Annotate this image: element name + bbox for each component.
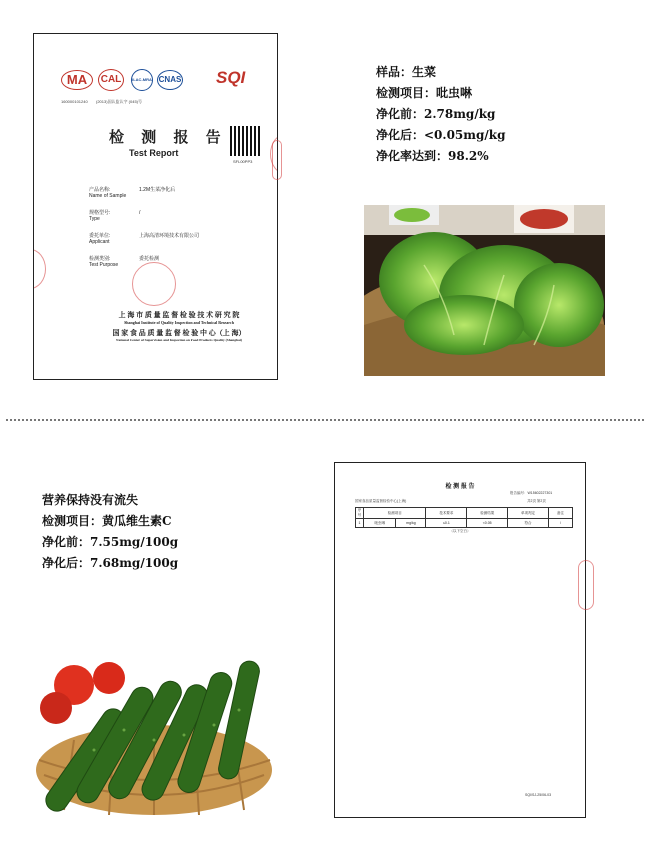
nutrition-test-item: 检测项目：黄瓜维生素C <box>42 514 172 528</box>
table-row: 1 吡虫啉 mg/kg ≤0.1 <0.05 符合 / <box>356 519 573 528</box>
institute-name-en-1: Shanghai Institute of Quality Inspection and Technical Research <box>124 320 234 325</box>
report-code: SFL00PP3 <box>233 159 253 164</box>
table-header: 技术要求 <box>426 508 467 519</box>
lettuce-photo <box>364 205 605 376</box>
logo-code-2: (2013)国认监认字 (045)号 <box>96 99 143 104</box>
table-header: 检测项目 <box>364 508 426 519</box>
blank-below-note: （以下空白） <box>449 529 471 533</box>
institute-name-en-2: National Center of Supervision and Inspection on Food Products Quality (Shanghai) <box>116 338 242 342</box>
table-header: 检测结果 <box>467 508 508 519</box>
table-header: 备注 <box>548 508 572 519</box>
report-page-title: 检 测 报 告 <box>445 484 475 490</box>
org-name: 国家食品质量监督检验中心(上海) <box>355 499 407 503</box>
test-report-page <box>334 462 586 818</box>
field-type: 规格型号: Type / <box>89 210 141 222</box>
institute-name-cn-1: 上 海 市 质 量 监 督 检 验 技 术 研 究 院 <box>118 311 240 319</box>
before-purify: 净化前：2.78mg/kg <box>376 107 496 121</box>
nutrition-info <box>42 490 178 574</box>
logo-code-1: 160000101240 <box>61 99 88 104</box>
table-header-row <box>356 508 573 519</box>
qr-code-icon <box>230 126 260 156</box>
institute-name-cn-2: 国 家 食 品 质 量 监 督 检 验 中 心（上 海） <box>112 329 246 337</box>
section-divider <box>6 419 644 421</box>
red-stamp <box>132 262 176 306</box>
field-test-purpose: 检测类别: Test Purpose 委托检测 <box>89 256 160 268</box>
table-header: 序号 <box>356 508 364 519</box>
cucumber-photo <box>34 640 272 815</box>
report-title: 检 测 报 告 <box>109 128 227 146</box>
accreditation-logos <box>61 66 261 96</box>
report-title-en: Test Report <box>129 148 179 158</box>
cnas-logo: CNAS <box>157 70 183 90</box>
edge-stamp-left <box>33 249 46 289</box>
results-table <box>355 507 573 528</box>
ma-logo: MA <box>61 70 93 90</box>
field-applicant: 委托单位: Applicant 上海高清环境技术有限公司 <box>89 233 200 245</box>
purify-rate: 净化率达到：98.2% <box>376 149 489 163</box>
cal-logo: CAL <box>98 69 124 91</box>
vitc-before: 净化前：7.55mg/100g <box>42 535 179 549</box>
field-sample-name: 产品名称: Name of Sample 1.2M生菜净化后 <box>89 187 176 199</box>
edge-stamp-cert <box>272 140 282 180</box>
edge-stamp-report <box>578 560 594 610</box>
table-header: 单项判定 <box>508 508 549 519</box>
report-number: 报告编号：W15602227301 <box>510 491 553 495</box>
form-number: SQI/SJ-25/06-03 <box>525 793 552 797</box>
test-item: 检测项目：吡虫啉 <box>376 86 473 100</box>
test-report-certificate <box>33 33 278 380</box>
sqi-logo: SQI <box>216 68 246 87</box>
sample-name: 样品：生菜 <box>376 65 437 79</box>
sample-info <box>376 62 505 167</box>
ilac-logo: ILAC-MRA <box>131 69 153 91</box>
nutrition-headline: 营养保持没有流失 <box>42 493 139 507</box>
after-purify: 净化后：<0.05mg/kg <box>376 128 506 142</box>
vitc-after: 净化后：7.68mg/100g <box>42 556 179 570</box>
page-number: 共2页 第2页 <box>527 499 546 503</box>
